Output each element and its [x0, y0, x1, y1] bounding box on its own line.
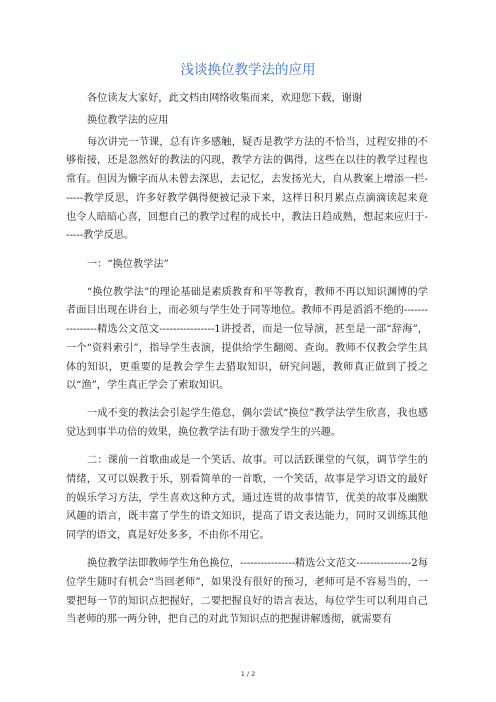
- body-paragraph: 二：课前一首歌曲或是一个笑话、故事。可以活跃课堂的气氛，调节学生的情绪，又可以娱教于乐，别看简单的一首歌，一个笑话，故事是学习语文的最好的娱乐学习方法，学生喜欢这种方式，通过连贯的故事情节，优美的故事及幽默风趣的语言，既丰富了学生的语文知识，提高了语文表达能力，同时又训练其他同学的语文，真是好处多多，不由你不用它。: [66, 455, 428, 542]
- body-paragraph: 一成不变的教法会引起学生倦怠，偶尔尝试“换位”教学法学生欣喜，我也感觉达到事半功倍的效果，换位教学法有助于激发学生的兴趣。: [66, 408, 428, 439]
- document-title: 浅谈换位教学法的应用: [180, 62, 316, 78]
- body-paragraph: 换位教学法即教师学生角色换位，----------------精选公文范文----------------2每位学生随时有机会“当回老师”，如果没有很好的预习，老师可是不容易当的，一要把每一节的知识点把握好，二要把握良好的语言表达，每位学生可以利用自己当老师的那一两分钟，把自己的对此节知识点的把握讲解透彻，就需要有: [66, 558, 428, 626]
- body-paragraph: “换位教学法”的理论基础是素质教育和平等教育，教师不再以知识渊博的学者面目出现在讲台上，而必须与学生处于同等地位。教师不再是滔滔不绝的----------------精选公文范文----------------1讲授者，而是一位导演，甚至是一部“辞海”，一个“资料索引”，指导学生表演，提供给学生翻阅、查询。教师不仅教会学生具体的知识，更重要的是教会学生去猎取知识，研究问题，教师真正做到了授之以“渔”，学生真正学会了索取知识。: [66, 286, 428, 392]
- body-paragraph: 每次讲完一节课，总有许多感触，疑否是教学方法的不恰当，过程安排的不够衔接，还是忽然好的教法的闪现，教学方法的偶得，这些在以往的教学过程也常有。但因为懒字而从未曾去深思，去记忆，去发扬光大，自从教案上增添一栏------教学反思，许多好教学偶得便被记录下来，这样日积月累点点滴滴读起来竟也令人暗暗心喜，回想自己的教学过程的成长中，教法日趋成熟，想起来应归于------教学反思。: [66, 136, 428, 242]
- page-number: 1 / 2: [240, 670, 256, 678]
- subtitle-paragraph: 换位教学法的应用: [87, 114, 169, 126]
- document-body: [66, 90, 428, 640]
- intro-paragraph: 各位读友大家好，此文档由网络收集而来，欢迎您下载，谢谢: [87, 93, 363, 104]
- section-heading: 一：“换位教学法”: [87, 258, 169, 270]
